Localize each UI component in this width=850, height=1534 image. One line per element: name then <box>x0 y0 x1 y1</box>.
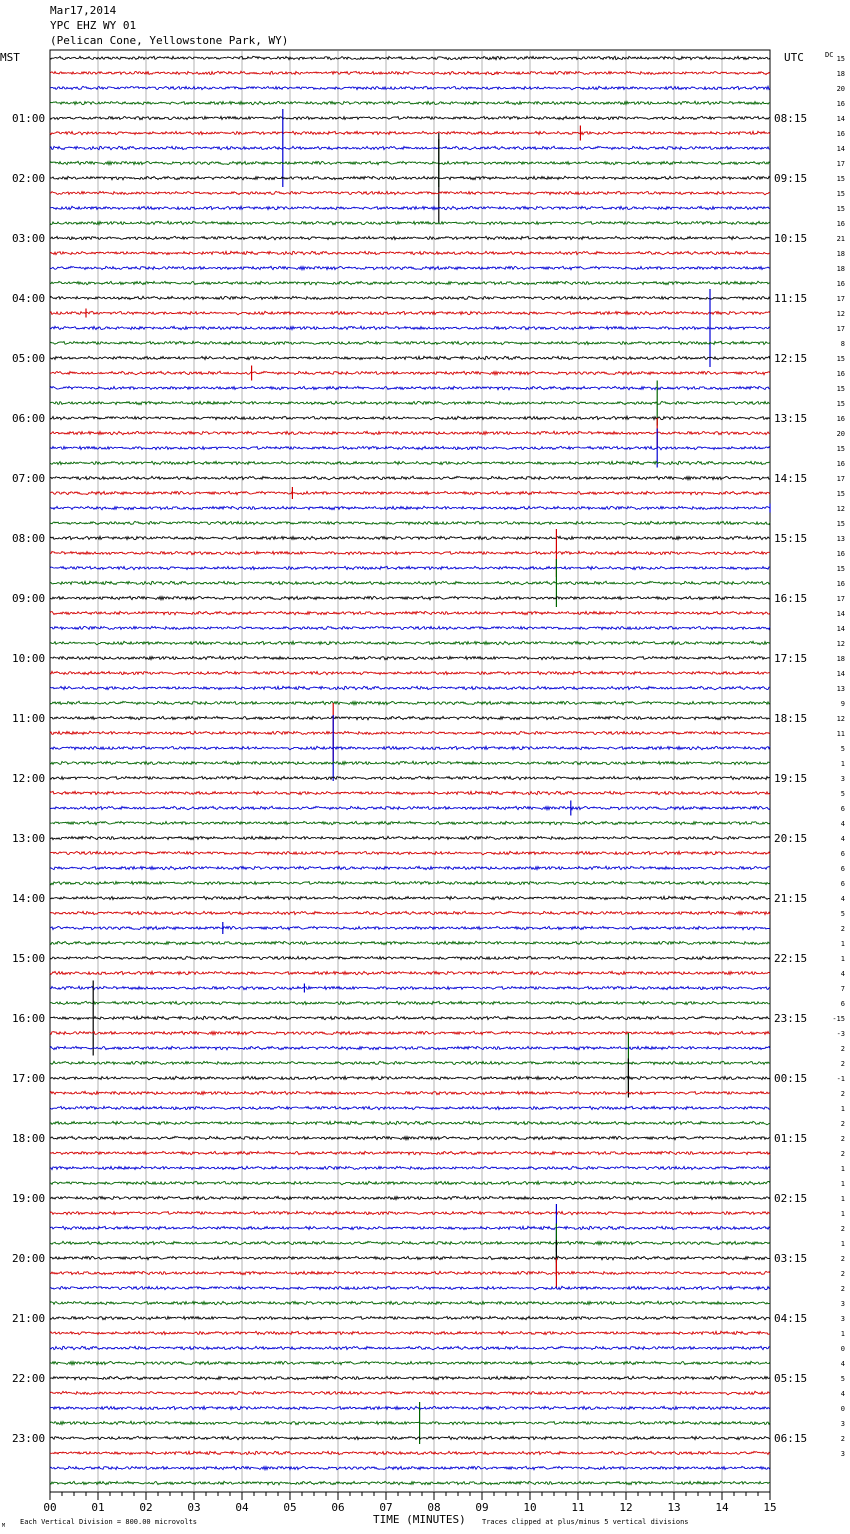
utc-hour-label: 11:15 <box>774 292 808 305</box>
dc-offset-value: 15 <box>836 190 845 198</box>
dc-offset-value: 1 <box>840 1195 845 1203</box>
mst-hour-label: 10:00 <box>12 652 46 665</box>
dc-offset-value: 12 <box>836 505 845 513</box>
corner-mark: M <box>2 1523 6 1529</box>
mst-hour-label: 15:00 <box>12 952 46 965</box>
dc-offset-value: 6 <box>840 850 845 858</box>
dc-offset-value: 4 <box>840 1360 845 1368</box>
dc-offset-value: 14 <box>836 145 845 153</box>
utc-hour-label: 22:15 <box>774 952 808 965</box>
dc-offset-value: 15 <box>836 55 845 63</box>
x-tick-label: 12 <box>619 1501 633 1514</box>
dc-offset-value: 15 <box>836 445 845 453</box>
left-timezone-label: MST <box>0 51 20 64</box>
mst-hour-label: 19:00 <box>12 1192 46 1205</box>
x-tick-label: 06 <box>331 1501 345 1514</box>
dc-offset-value: 17 <box>836 160 845 168</box>
dc-header-label: DC <box>825 51 834 59</box>
dc-offset-value: 1 <box>840 1165 845 1173</box>
dc-offset-value: 21 <box>836 235 845 243</box>
mst-hour-label: 17:00 <box>12 1072 46 1085</box>
dc-offset-value: 17 <box>836 475 845 483</box>
dc-offset-value: 18 <box>836 655 845 663</box>
dc-offset-value: -15 <box>832 1015 845 1023</box>
utc-hour-labels <box>774 112 807 1445</box>
utc-hour-label: 09:15 <box>774 172 808 185</box>
dc-offset-value: 16 <box>836 415 845 423</box>
utc-hour-label: 12:15 <box>774 352 808 365</box>
mst-hour-label: 07:00 <box>12 472 46 485</box>
dc-offset-value: 5 <box>840 1375 845 1383</box>
dc-offset-labels <box>832 55 845 1458</box>
dc-offset-value: 15 <box>836 520 845 528</box>
x-tick-label: 15 <box>763 1501 777 1514</box>
dc-offset-value: 18 <box>836 250 845 258</box>
dc-offset-value: 16 <box>836 460 845 468</box>
dc-offset-value: 16 <box>836 280 845 288</box>
dc-offset-value: 13 <box>836 535 845 543</box>
station-location: (Pelican Cone, Yellowstone Park, WY) <box>50 34 289 47</box>
utc-hour-label: 04:15 <box>774 1312 808 1325</box>
dc-offset-value: 4 <box>840 895 845 903</box>
dc-offset-value: 16 <box>836 550 845 558</box>
dc-offset-value: 16 <box>836 370 845 378</box>
dc-offset-value: 16 <box>836 580 845 588</box>
dc-offset-value: 4 <box>840 835 845 843</box>
dc-offset-value: 0 <box>840 1345 845 1353</box>
x-tick-label: 09 <box>475 1501 489 1514</box>
dc-offset-value: 2 <box>840 1435 845 1443</box>
x-axis-ticks <box>43 1492 776 1514</box>
x-tick-label: 13 <box>667 1501 681 1514</box>
dc-offset-value: 18 <box>836 265 845 273</box>
x-tick-label: 00 <box>43 1501 57 1514</box>
dc-offset-value: 3 <box>840 1300 845 1308</box>
utc-hour-label: 23:15 <box>774 1012 808 1025</box>
dc-offset-value: 4 <box>840 1390 845 1398</box>
dc-offset-value: 20 <box>836 85 845 93</box>
dc-offset-value: 12 <box>836 310 845 318</box>
dc-offset-value: -3 <box>836 1030 845 1038</box>
dc-offset-value: 14 <box>836 610 845 618</box>
mst-hour-label: 18:00 <box>12 1132 46 1145</box>
dc-offset-value: 9 <box>840 700 845 708</box>
dc-offset-value: 2 <box>840 1150 845 1158</box>
dc-offset-value: 17 <box>836 325 845 333</box>
x-tick-label: 03 <box>187 1501 201 1514</box>
dc-offset-value: 2 <box>840 1090 845 1098</box>
x-tick-label: 01 <box>91 1501 105 1514</box>
utc-hour-label: 03:15 <box>774 1252 808 1265</box>
dc-offset-value: 1 <box>840 940 845 948</box>
mst-hour-label: 13:00 <box>12 832 46 845</box>
dc-offset-value: 15 <box>836 205 845 213</box>
dc-offset-value: 2 <box>840 1135 845 1143</box>
mst-hour-label: 16:00 <box>12 1012 46 1025</box>
dc-offset-value: 2 <box>840 1120 845 1128</box>
utc-hour-label: 01:15 <box>774 1132 808 1145</box>
x-tick-label: 11 <box>571 1501 585 1514</box>
dc-offset-value: 1 <box>840 1330 845 1338</box>
dc-offset-value: 14 <box>836 625 845 633</box>
utc-hour-label: 16:15 <box>774 592 808 605</box>
station-code: YPC EHZ WY 01 <box>50 19 137 32</box>
plot-frame <box>50 50 770 1492</box>
utc-hour-label: 05:15 <box>774 1372 808 1385</box>
dc-offset-value: 8 <box>840 340 845 348</box>
dc-offset-value: 15 <box>836 175 845 183</box>
dc-offset-value: 4 <box>840 970 845 978</box>
dc-offset-value: 0 <box>840 1405 845 1413</box>
dc-offset-value: 5 <box>840 910 845 918</box>
x-tick-label: 02 <box>139 1501 153 1514</box>
dc-offset-value: 5 <box>840 745 845 753</box>
utc-hour-label: 21:15 <box>774 892 808 905</box>
dc-offset-value: 6 <box>840 1000 845 1008</box>
x-tick-label: 07 <box>379 1501 393 1514</box>
dc-offset-value: 1 <box>840 1180 845 1188</box>
mst-hour-label: 14:00 <box>12 892 46 905</box>
mst-hour-label: 23:00 <box>12 1432 46 1445</box>
mst-hour-label: 02:00 <box>12 172 46 185</box>
dc-offset-value: 7 <box>840 985 845 993</box>
mst-hour-label: 20:00 <box>12 1252 46 1265</box>
utc-hour-label: 13:15 <box>774 412 808 425</box>
clip-note: Traces clipped at plus/minus 5 vertical divisions <box>482 1518 689 1526</box>
dc-offset-value: 15 <box>836 490 845 498</box>
utc-hour-label: 17:15 <box>774 652 808 665</box>
dc-offset-value: 16 <box>836 220 845 228</box>
dc-offset-value: 14 <box>836 670 845 678</box>
dc-offset-value: 17 <box>836 295 845 303</box>
dc-offset-value: 2 <box>840 1270 845 1278</box>
dc-offset-value: 12 <box>836 715 845 723</box>
right-timezone-label: UTC <box>784 51 804 64</box>
dc-offset-value: 15 <box>836 565 845 573</box>
dc-offset-value: 3 <box>840 775 845 783</box>
utc-hour-label: 10:15 <box>774 232 808 245</box>
utc-hour-label: 00:15 <box>774 1072 808 1085</box>
x-axis-title: TIME (MINUTES) <box>373 1513 466 1526</box>
dc-offset-value: 2 <box>840 925 845 933</box>
dc-offset-value: 2 <box>840 1045 845 1053</box>
utc-hour-label: 08:15 <box>774 112 808 125</box>
dc-offset-value: 1 <box>840 1105 845 1113</box>
dc-offset-value: 3 <box>840 1420 845 1428</box>
utc-hour-label: 14:15 <box>774 472 808 485</box>
utc-hour-label: 15:15 <box>774 532 808 545</box>
x-tick-label: 10 <box>523 1501 537 1514</box>
dc-offset-value: -1 <box>836 1075 845 1083</box>
mst-hour-label: 04:00 <box>12 292 46 305</box>
dc-offset-value: 6 <box>840 880 845 888</box>
dc-offset-value: 1 <box>840 760 845 768</box>
dc-offset-value: 4 <box>840 820 845 828</box>
utc-hour-label: 18:15 <box>774 712 808 725</box>
dc-offset-value: 5 <box>840 790 845 798</box>
dc-offset-value: 17 <box>836 595 845 603</box>
dc-offset-value: 16 <box>836 130 845 138</box>
dc-offset-value: 1 <box>840 1240 845 1248</box>
x-tick-label: 08 <box>427 1501 441 1514</box>
dc-offset-value: 14 <box>836 115 845 123</box>
utc-hour-label: 20:15 <box>774 832 808 845</box>
utc-hour-label: 02:15 <box>774 1192 808 1205</box>
dc-offset-value: 2 <box>840 1285 845 1293</box>
mst-hour-label: 21:00 <box>12 1312 46 1325</box>
x-tick-label: 05 <box>283 1501 297 1514</box>
mst-hour-label: 11:00 <box>12 712 46 725</box>
mst-hour-label: 06:00 <box>12 412 46 425</box>
scale-note: Each Vertical Division = 800.00 microvolts <box>20 1518 198 1526</box>
mst-hour-label: 01:00 <box>12 112 46 125</box>
dc-offset-value: 16 <box>836 100 845 108</box>
mst-hour-label: 12:00 <box>12 772 46 785</box>
dc-offset-value: 15 <box>836 385 845 393</box>
chart-date: Mar17,2014 <box>50 4 117 17</box>
dc-offset-value: 2 <box>840 1255 845 1263</box>
dc-offset-value: 2 <box>840 1225 845 1233</box>
mst-hour-labels <box>12 112 45 1445</box>
mst-hour-label: 22:00 <box>12 1372 46 1385</box>
dc-offset-value: 15 <box>836 400 845 408</box>
dc-offset-value: 12 <box>836 640 845 648</box>
dc-offset-value: 1 <box>840 1210 845 1218</box>
utc-hour-label: 19:15 <box>774 772 808 785</box>
dc-offset-value: 3 <box>840 1315 845 1323</box>
dc-offset-value: 18 <box>836 70 845 78</box>
dc-offset-value: 6 <box>840 805 845 813</box>
mst-hour-label: 08:00 <box>12 532 46 545</box>
dc-offset-value: 6 <box>840 865 845 873</box>
dc-offset-value: 1 <box>840 955 845 963</box>
utc-hour-label: 06:15 <box>774 1432 808 1445</box>
mst-hour-label: 09:00 <box>12 592 46 605</box>
dc-offset-value: 2 <box>840 1060 845 1068</box>
mst-hour-label: 03:00 <box>12 232 46 245</box>
x-tick-label: 14 <box>715 1501 729 1514</box>
dc-offset-value: 3 <box>840 1450 845 1458</box>
x-tick-label: 04 <box>235 1501 249 1514</box>
dc-offset-value: 20 <box>836 430 845 438</box>
dc-offset-value: 13 <box>836 685 845 693</box>
mst-hour-label: 05:00 <box>12 352 46 365</box>
dc-offset-value: 15 <box>836 355 845 363</box>
dc-offset-value: 11 <box>836 730 845 738</box>
